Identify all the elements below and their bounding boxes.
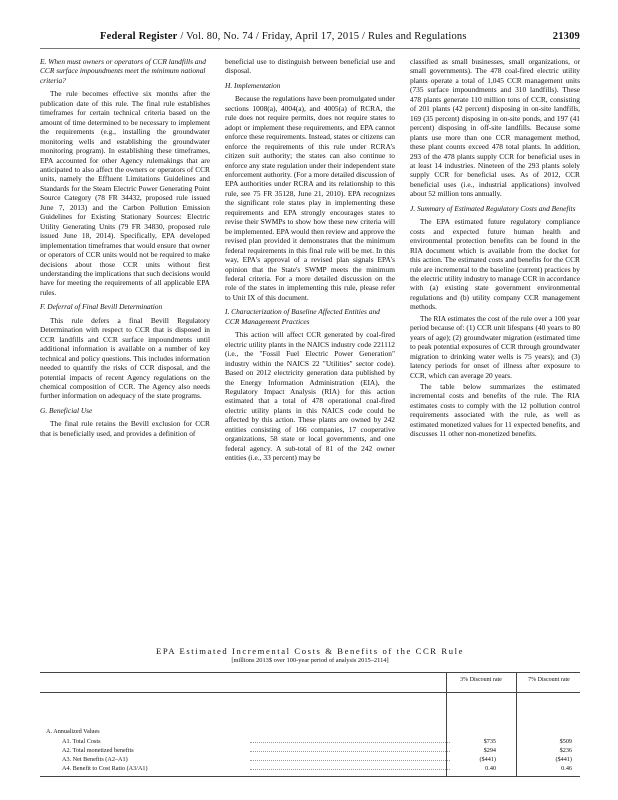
- issue-info: / Vol. 80, No. 74 / Friday, April 17, 2015 / Rules and Regulations: [180, 31, 467, 42]
- section-heading-h: H. Implementation: [225, 80, 281, 90]
- value-3pct: 0.40: [485, 765, 496, 772]
- text-column-1: [40, 57, 210, 438]
- table-section-row: [40, 727, 580, 736]
- paragraph-affected-entities: This action will affect CCR generated by coal-fired electric utility plants in the NAICS industry code 221112 (i.e., the "Fossil Fuel Electric Power Generation" industry within the NAICS 22 "Utilities" sector code). Based on 2012 electricity generation data published by the Energy Information Administration (EIA), the Regulatory Impact Analysis (RIA) for this action estimated that a total of 478 operational coal-fired electric utility plants in this NAICS code could be affected by this action. These plants are owned by 242 entities consisting of 166 companies, 17 cooperative organizations, 58 state or local governments, and one federal agency. A sub-total of 81 of the 242 owner entities (i.e., 33 percent) may be: [225, 330, 395, 463]
- row-label: A4. Benefit to Cost Ratio (A3/A1): [62, 765, 148, 772]
- paragraph-table-summary: The table below summarizes the estimated incremental costs and benefits of the rule. The RIA estimates costs to comply with the 12 pollution control requirements associated with the rule, as well as estimated monetized values for 11 expected benefits, and discusses 11 other non-monetized benefits.: [410, 381, 580, 439]
- row-label: A3. Net Benefits (A2–A1): [62, 756, 128, 763]
- running-head-text: [100, 31, 467, 42]
- value-3pct: $294: [483, 747, 496, 754]
- running-header: [40, 31, 580, 45]
- table-subtitle: [millions 2013$ over 100-year period of analysis 2015–2114]: [231, 657, 389, 664]
- table-header-rule: [40, 692, 580, 693]
- value-7pct: ($441): [555, 756, 572, 763]
- column-header-7pct: 7% Discount rate: [528, 677, 570, 683]
- paragraph-bevill-deferral: This rule defers a final Bevill Regulatory Determination with respect to CCR that is disposed in CCR landfills and CCR surface impoundments until additional information is available on a number of key technical and policy questions. This includes information needed to quantify the risks of CCR disposal, and the potential impacts of recent Agency regulations on the chemical composition of CCR. The Agency also needs further information on adequacy of the state programs.: [40, 315, 210, 401]
- section-heading-g: G. Beneficial Use: [40, 405, 93, 415]
- paragraph-effective-date: The rule becomes effective six months after the publication date of this rule. The final rule establishes timeframes for certain technical criteria based on the amount of time determined to be necessary to implement the requirements (e.g., installing the groundwater monitoring wells and establishing the groundwater monitoring program). In establishing these timeframes, EPA accounted for other Agency rulemakings that are anticipated to also affect the owners or operators of CCR units, namely the Effluent Limitations Guidelines and Standards for the Steam Electric Power Generating Point Source Category (78 FR 34432, proposed rule issued June 7, 2013) and the Carbon Pollution Emission Guidelines for Existing Stationary Sources: Electric Utility Generating Units (79 FR 34830, proposed rule issued June 18, 2014). Specifically, EPA developed implementation timeframes that would ensure that owner or operators of CCR units would not be required to make decisions about those CCR units without first understanding the implications that such decisions would have for meeting the requirements of all applicable EPA rules.: [40, 89, 210, 297]
- paragraph-implementation: Because the regulations have been promulgated under sections 1008(a), 4004(a), and 4005(a) of RCRA, the rule does not require permits, does not require states to adopt or implement these requirements, and EPA cannot enforce these requirements. Instead, states or citizens can enforce the requirements of this rule under RCRA's citizen suit authority; the states can also continue to enforce any state regulation under their independent state enforcement authority. (For a more detailed discussion of EPA authorities under RCRA and its relationship to this rule, see 75 FR 35128, June 21, 2010). EPA recognizes the significant role states play in implementing these requirements and EPA strongly encourages states to revise their SWMPs to show how these new criteria will be implemented. EPA would then review and approve the revised plan provided it demonstrates that the minimum federal requirements in this final rule will be met. In this way, EPA's approval of a revised plan signals EPA's opinion that the State's SWMP meets the minimum federal criteria. For a more detailed discussion on the role of the states in implementing this rule, please refer to Unit IX of this document.: [225, 94, 395, 302]
- row-label: A2. Total monetized benefits: [62, 747, 134, 754]
- text-column-3: [410, 57, 580, 439]
- value-7pct: $236: [559, 747, 572, 754]
- table-row: [40, 737, 580, 746]
- table-top-rule: [40, 672, 580, 673]
- value-3pct: $735: [483, 738, 496, 745]
- section-heading-j: J. Summary of Estimated Regulatory Costs and Benefits: [410, 203, 576, 213]
- section-heading-i: I. Characterization of Baseline Affected Entities and CCR Management Practices: [225, 307, 380, 326]
- leader-dots: [250, 751, 450, 752]
- leader-dots: [250, 742, 450, 743]
- value-7pct: 0.46: [561, 765, 572, 772]
- section-heading-e: E. When must owners or operators of CCR landfills and CCR surface impoundments meet the minimum national criteria?: [40, 57, 206, 85]
- table-row: [40, 746, 580, 755]
- value-3pct: ($441): [479, 756, 496, 763]
- text-column-2: [225, 57, 395, 463]
- leader-dots: [250, 760, 450, 761]
- table-title: EPA Estimated Incremental Costs & Benefits of the CCR Rule: [155, 646, 465, 656]
- value-7pct: $509: [559, 738, 572, 745]
- paragraph-beneficial-use-cont: beneficial use to distinguish between beneficial use and disposal.: [225, 57, 395, 76]
- paragraph-affected-entities-cont: classified as small businesses, small organizations, or small governments). The 478 coal-fired electric utility plants operate a total of 1,045 CCR management units (735 surface impoundments and 310 landfills). These 478 plants generate 110 million tons of CCR, consisting of 201 plants (42 percent) disposing in on-site landfills, 169 (35 percent) disposing in on-site ponds, and 197 (41 percent) disposing in off-site landfills. Because some plants use more than one CCR management method, these plant counts exceed 478 total plants. In addition, 293 of the 478 plants supply CCR for beneficial uses in at least 14 industries. Nineteen of the 293 plants solely supply CCR for beneficial uses. As of 2012, CCR beneficial uses (i.e., industrial applications) involved about 52 million tons annually.: [410, 57, 580, 199]
- paragraph-costs-benefits: The EPA estimated future regulatory compliance costs and expected future human health and environmental protection benefits can be found in the RIA document which is available from the docket for this action. The estimated costs and benefits for the CCR rule are incremental to the baseline (current) practices by the electric utility industry to manage CCR in accordance with (a) existing state government environmental regulations and (b) utility company CCR management methods.: [410, 217, 580, 312]
- section-label: A. Annualized Values: [46, 728, 100, 735]
- paragraph-ria-period: The RIA estimates the cost of the rule over a 100 year period because of: (1) CCR unit lifespans (40 years to 80 years of age); (2) groundwater migration (estimated time to peak potential exposures of CCR through groundwater migration to drinking water wells is 75 years); and (3) latency periods for onset of illness after exposure to CCR, which can average 20 years.: [410, 313, 580, 380]
- column-header-3pct: 3% Discount rate: [460, 677, 502, 683]
- paragraph-beneficial-use: The final rule retains the Bevill exclusion for CCR that is beneficially used, and provides a definition of: [40, 419, 210, 438]
- leader-dots: [250, 769, 450, 770]
- table-row: [40, 764, 580, 773]
- row-label: A1. Total Costs: [62, 738, 101, 745]
- table-bottom-rule: [40, 776, 580, 777]
- header-rule: [40, 48, 580, 49]
- journal-name: Federal Register: [100, 31, 178, 42]
- page-number: 21309: [552, 31, 580, 42]
- section-heading-f: F. Deferral of Final Bevill Determination: [40, 302, 163, 312]
- table-row: [40, 755, 580, 764]
